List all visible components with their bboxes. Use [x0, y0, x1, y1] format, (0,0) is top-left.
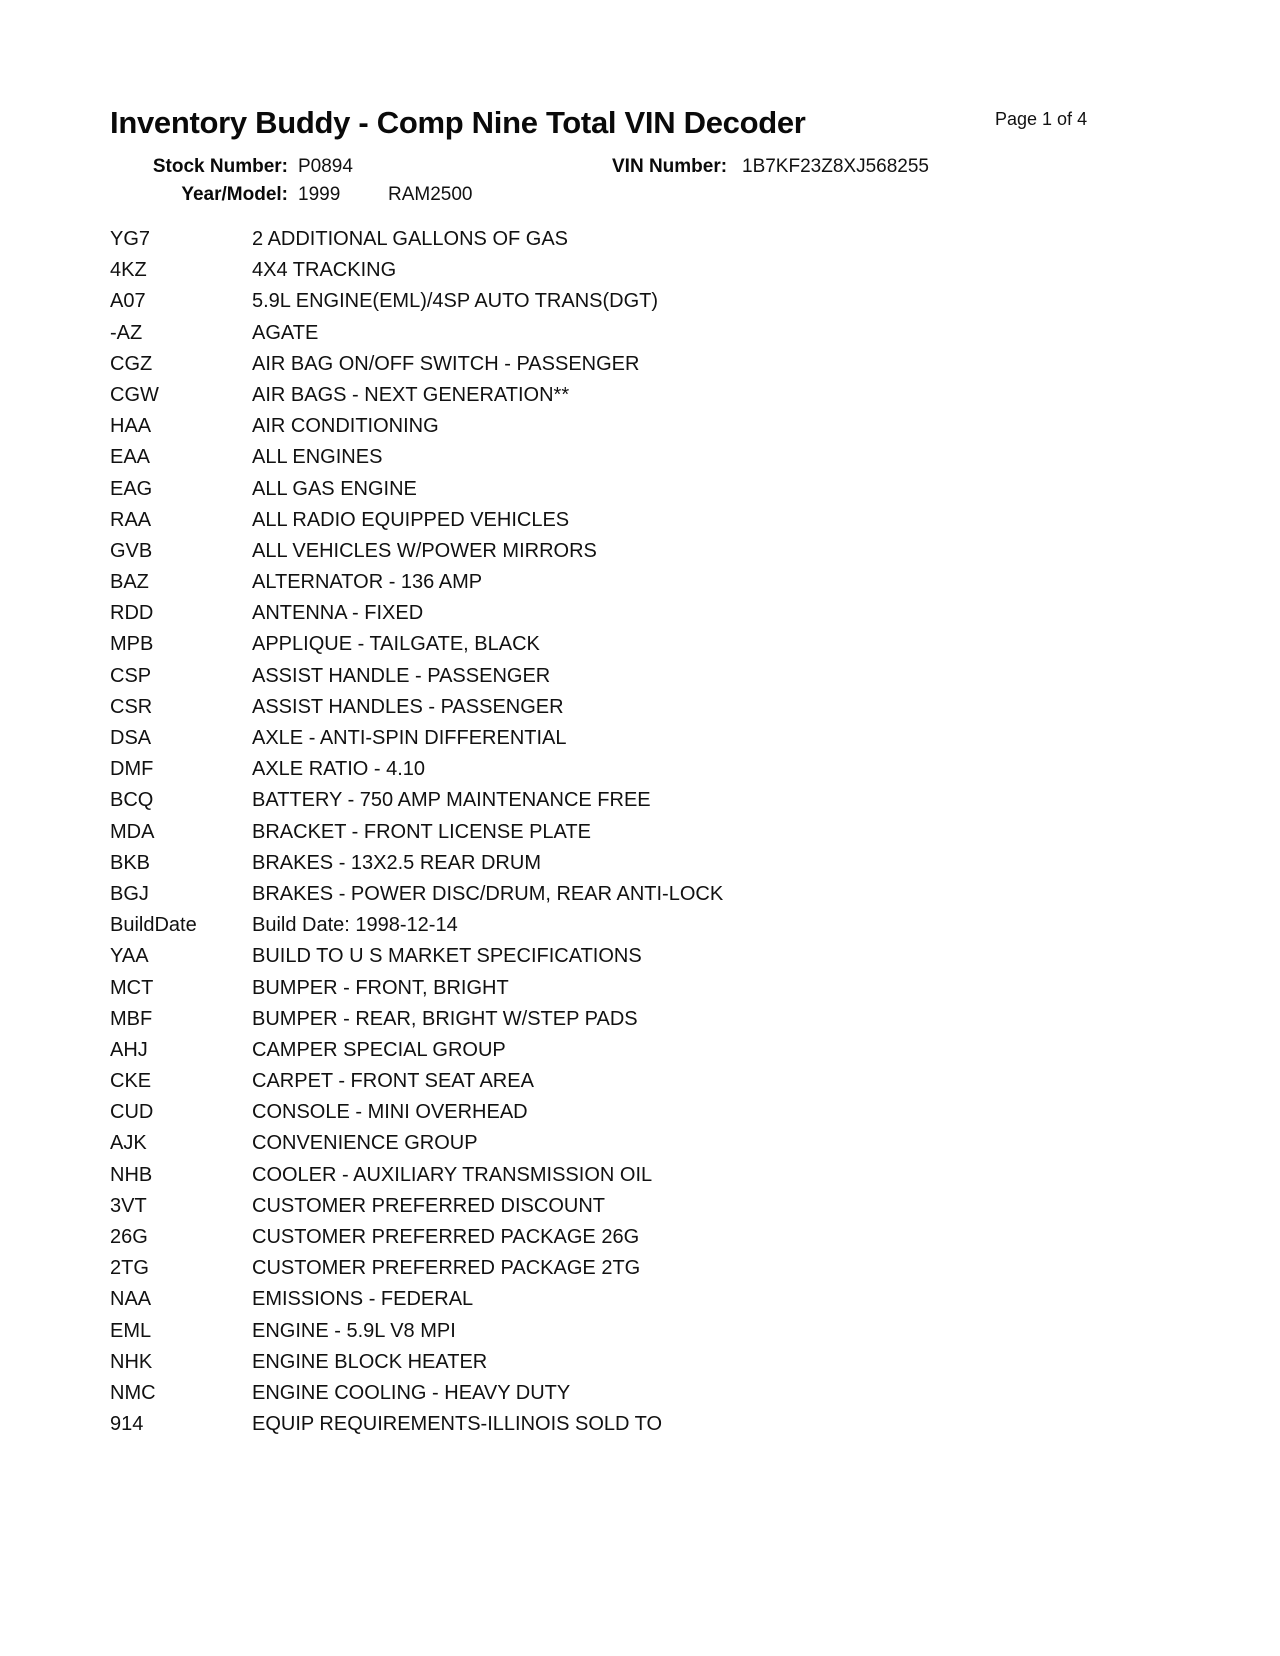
code-row — [110, 723, 1210, 754]
option-description: AXLE RATIO - 4.10 — [252, 758, 426, 781]
option-description: CUSTOMER PREFERRED PACKAGE 26G — [252, 1226, 640, 1248]
option-description: ALTERNATOR - 136 AMP — [252, 571, 483, 594]
stock-number-value: P0894 — [298, 156, 353, 177]
option-description: 2 ADDITIONAL GALLONS OF GAS — [252, 228, 569, 250]
code-row — [110, 848, 1210, 879]
option-code: AJK — [110, 1132, 147, 1155]
code-row — [110, 1409, 1210, 1440]
code-row — [110, 349, 1210, 380]
option-code: 3VT — [110, 1194, 147, 1217]
code-row — [110, 380, 1210, 411]
code-row — [110, 224, 1210, 255]
option-code: EAG — [110, 477, 153, 500]
option-description: EQUIP REQUIREMENTS-ILLINOIS SOLD TO — [252, 1413, 663, 1436]
option-description: ENGINE COOLING - HEAVY DUTY — [252, 1381, 571, 1404]
vin-number-value: 1B7KF23Z8XJ568255 — [742, 156, 929, 177]
option-description: CONVENIENCE GROUP — [252, 1132, 478, 1155]
option-code: CSR — [110, 695, 153, 718]
code-row — [110, 1066, 1210, 1097]
option-code: AHJ — [110, 1038, 148, 1061]
code-row — [110, 567, 1210, 598]
option-code: 2TG — [110, 1257, 149, 1280]
code-row — [110, 411, 1210, 442]
code-row — [110, 474, 1210, 505]
option-description: 4X4 TRACKING — [252, 259, 397, 282]
option-description: AXLE - ANTI-SPIN DIFFERENTIAL — [252, 727, 567, 749]
option-description: BRACKET - FRONT LICENSE PLATE — [252, 820, 591, 843]
option-code: DMF — [110, 758, 154, 781]
option-description: CUSTOMER PREFERRED PACKAGE 2TG — [252, 1257, 641, 1280]
option-code: YG7 — [110, 228, 151, 250]
option-code: 914 — [110, 1413, 144, 1436]
option-code: BCQ — [110, 789, 154, 812]
option-description: EMISSIONS - FEDERAL — [252, 1288, 474, 1311]
vin-option-code-list — [110, 224, 1210, 1440]
option-description: CONSOLE - MINI OVERHEAD — [252, 1101, 528, 1124]
option-code: NMC — [110, 1381, 156, 1404]
option-code: 26G — [110, 1226, 148, 1248]
code-row — [110, 598, 1210, 629]
code-row — [110, 879, 1210, 910]
code-row — [110, 1378, 1210, 1409]
option-description: APPLIQUE - TAILGATE, BLACK — [252, 633, 540, 656]
page-number-indicator: Page 1 of 4 — [995, 109, 1088, 129]
code-row — [110, 941, 1210, 972]
model-value: RAM2500 — [388, 184, 473, 205]
option-code: BGJ — [110, 882, 149, 905]
option-description: ASSIST HANDLES - PASSENGER — [252, 695, 564, 718]
page-title: Inventory Buddy - Comp Nine Total VIN Decoder — [110, 105, 806, 140]
code-row — [110, 1316, 1210, 1347]
option-description: AGATE — [252, 321, 319, 344]
option-description: BRAKES - POWER DISC/DRUM, REAR ANTI-LOCK — [252, 882, 724, 905]
option-code: A07 — [110, 290, 146, 313]
option-code: -AZ — [110, 321, 143, 344]
option-code: NAA — [110, 1288, 152, 1311]
option-description: ALL GAS ENGINE — [252, 477, 417, 500]
option-code: CGZ — [110, 352, 153, 375]
code-row — [110, 1035, 1210, 1066]
option-code: DSA — [110, 727, 152, 749]
option-description: ENGINE BLOCK HEATER — [252, 1350, 488, 1373]
code-row — [110, 442, 1210, 473]
year-model-label: Year/Model: — [181, 184, 288, 205]
option-description: ENGINE - 5.9L V8 MPI — [252, 1319, 456, 1342]
code-row — [110, 1191, 1210, 1222]
option-description: CUSTOMER PREFERRED DISCOUNT — [252, 1194, 605, 1217]
option-code: CSP — [110, 664, 152, 687]
code-row — [110, 817, 1210, 848]
code-row — [110, 318, 1210, 349]
code-row — [110, 785, 1210, 816]
option-code: MCT — [110, 976, 154, 999]
code-row — [110, 536, 1210, 567]
option-description: BUMPER - FRONT, BRIGHT — [252, 976, 509, 999]
option-description: ALL VEHICLES W/POWER MIRRORS — [252, 539, 597, 562]
code-row — [110, 1160, 1210, 1191]
option-description: 5.9L ENGINE(EML)/4SP AUTO TRANS(DGT) — [252, 290, 659, 313]
option-code: MPB — [110, 633, 154, 656]
code-row — [110, 910, 1210, 941]
option-code: 4KZ — [110, 259, 147, 282]
code-row — [110, 973, 1210, 1004]
code-row — [110, 1347, 1210, 1378]
code-row — [110, 1253, 1210, 1284]
option-code: MDA — [110, 820, 155, 843]
year-value: 1999 — [298, 184, 341, 205]
option-description: ALL RADIO EQUIPPED VEHICLES — [252, 508, 570, 531]
option-code: EML — [110, 1319, 152, 1342]
option-code: MBF — [110, 1007, 153, 1030]
code-row — [110, 1222, 1210, 1253]
option-code: NHB — [110, 1163, 153, 1186]
option-code: GVB — [110, 539, 153, 562]
option-description: AIR CONDITIONING — [252, 415, 439, 438]
option-description: BATTERY - 750 AMP MAINTENANCE FREE — [252, 789, 651, 812]
code-row — [110, 629, 1210, 660]
option-description: AIR BAGS - NEXT GENERATION** — [252, 383, 570, 406]
code-row — [110, 754, 1210, 785]
option-code: BuildDate — [110, 914, 197, 937]
code-row — [110, 1284, 1210, 1315]
code-row — [110, 505, 1210, 536]
option-code: CUD — [110, 1101, 154, 1124]
code-row — [110, 692, 1210, 723]
option-code: BAZ — [110, 571, 149, 594]
code-row — [110, 286, 1210, 317]
option-code: EAA — [110, 446, 151, 469]
option-description: ANTENNA - FIXED — [252, 602, 424, 625]
option-description: COOLER - AUXILIARY TRANSMISSION OIL — [252, 1163, 653, 1186]
option-description: Build Date: 1998-12-14 — [252, 914, 458, 937]
option-description: BRAKES - 13X2.5 REAR DRUM — [252, 851, 541, 874]
code-row — [110, 661, 1210, 692]
option-description: BUMPER - REAR, BRIGHT W/STEP PADS — [252, 1007, 638, 1030]
option-code: RAA — [110, 508, 152, 531]
option-code: HAA — [110, 415, 152, 438]
code-row — [110, 1097, 1210, 1128]
code-row — [110, 1128, 1210, 1159]
option-code: NHK — [110, 1350, 153, 1373]
option-description: CAMPER SPECIAL GROUP — [252, 1038, 506, 1061]
vin-number-label: VIN Number: — [612, 156, 728, 177]
option-description: ASSIST HANDLE - PASSENGER — [252, 664, 551, 687]
option-code: CKE — [110, 1070, 152, 1093]
option-code: BKB — [110, 851, 151, 874]
code-row — [110, 1004, 1210, 1035]
stock-number-label: Stock Number: — [152, 156, 288, 177]
option-code: YAA — [110, 945, 149, 968]
option-code: RDD — [110, 602, 154, 625]
option-description: ALL ENGINES — [252, 446, 383, 469]
option-description: BUILD TO U S MARKET SPECIFICATIONS — [252, 945, 642, 968]
option-description: AIR BAG ON/OFF SWITCH - PASSENGER — [252, 352, 640, 375]
option-code: CGW — [110, 383, 159, 406]
option-description: CARPET - FRONT SEAT AREA — [252, 1070, 534, 1093]
code-row — [110, 255, 1210, 286]
